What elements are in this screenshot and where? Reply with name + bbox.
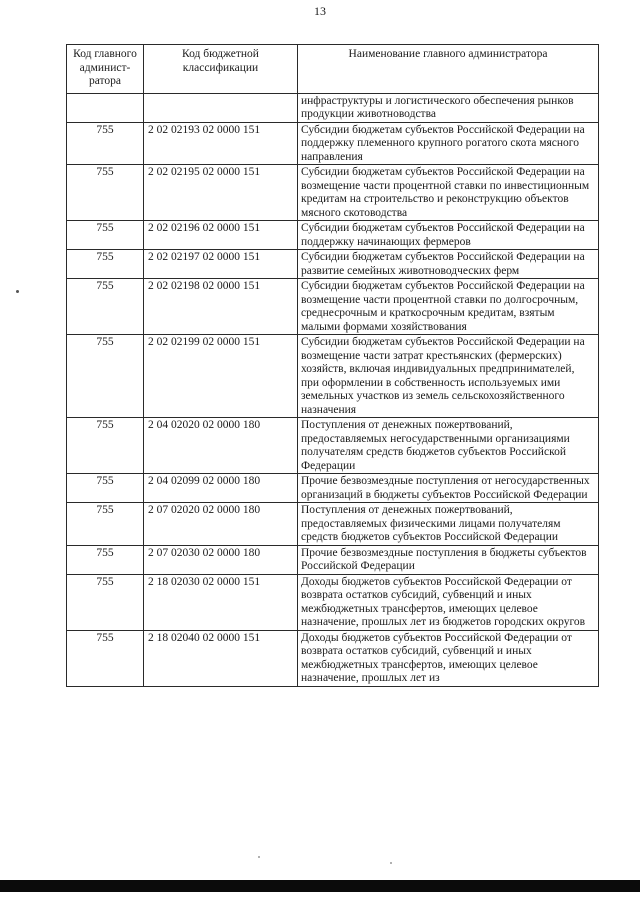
table-row	[67, 474, 599, 503]
admin-code-cell: 755	[67, 418, 144, 474]
header-admin-name: Наименование главного администратора	[298, 45, 599, 94]
admin-code-cell: 755	[67, 279, 144, 335]
admin-code-cell: 755	[67, 165, 144, 221]
admin-name-cell: Доходы бюджетов субъектов Российской Федерации от возврата остатков субсидий, субвенций и иных межбюджетных трансфертов, имеющих целевое назначение, прошлых лет из	[298, 630, 599, 686]
admin-name-cell: Прочие безвозмездные поступления в бюджеты субъектов Российской Федерации	[298, 545, 599, 574]
admin-name-cell: Прочие безвозмездные поступления от негосударственных организаций в бюджеты субъектов Российской Федерации	[298, 474, 599, 503]
budget-code-cell: 2 07 02030 02 0000 180	[144, 545, 298, 574]
admin-name-cell: Субсидии бюджетам субъектов Российской Федерации на возмещение части затрат крестьянских (фермерских) хозяйств, включая индивидуальных предпринимателей, при оформлении в собственность используемых ими земельных участков из земель сельскохозяйственного назначения	[298, 335, 599, 418]
table-row	[67, 574, 599, 630]
admin-code-cell: 755	[67, 335, 144, 418]
budget-code-cell: 2 02 02193 02 0000 151	[144, 122, 298, 165]
admin-code-cell: 755	[67, 221, 144, 250]
table-row	[67, 165, 599, 221]
table-row	[67, 279, 599, 335]
table-row	[67, 503, 599, 546]
admin-code-cell: 755	[67, 122, 144, 165]
admin-code-cell: 755	[67, 474, 144, 503]
page-number: 13	[314, 4, 326, 18]
admin-name-cell: Субсидии бюджетам субъектов Российской Федерации на возмещение части процентной ставки по долгосрочным, среднесрочным и краткосрочным кредитам, взятым малыми формами хозяйствования	[298, 279, 599, 335]
admin-name-cell: Субсидии бюджетам субъектов Российской Федерации на развитие семейных животноводческих ферм	[298, 250, 599, 279]
table-row	[67, 630, 599, 686]
budget-code-cell: 2 02 02199 02 0000 151	[144, 335, 298, 418]
table-header-row	[67, 45, 599, 94]
table-row	[67, 93, 599, 122]
admin-name-cell: Доходы бюджетов субъектов Российской Федерации от возврата остатков субсидий, субвенций и иных межбюджетных трансфертов, имеющих целевое назначение, прошлых лет из бюджетов городских округов	[298, 574, 599, 630]
budget-code-cell: 2 02 02196 02 0000 151	[144, 221, 298, 250]
admin-name-cell: Субсидии бюджетам субъектов Российской Федерации на поддержку начинающих фермеров	[298, 221, 599, 250]
table-row	[67, 221, 599, 250]
admin-name-cell: Поступления от денежных пожертвований, предоставляемых негосударственными организациями получателям средств бюджетов субъектов Российской Федерации	[298, 418, 599, 474]
scan-bottom-edge	[0, 880, 640, 892]
budget-code-cell: 2 02 02195 02 0000 151	[144, 165, 298, 221]
header-admin-code: Код главного админист-ратора	[67, 45, 144, 94]
budget-code-cell	[144, 93, 298, 122]
budget-code-cell: 2 18 02040 02 0000 151	[144, 630, 298, 686]
table-row	[67, 250, 599, 279]
scan-speck	[258, 856, 260, 858]
admin-code-cell	[67, 93, 144, 122]
budget-code-cell: 2 02 02198 02 0000 151	[144, 279, 298, 335]
scan-speck	[390, 862, 392, 864]
budget-code-cell: 2 04 02099 02 0000 180	[144, 474, 298, 503]
scan-mark	[16, 290, 19, 293]
admin-code-cell: 755	[67, 503, 144, 546]
admin-name-cell: инфраструктуры и логистического обеспечения рынков продукции животноводства	[298, 93, 599, 122]
admin-name-cell: Субсидии бюджетам субъектов Российской Федерации на возмещение части процентной ставки по инвестиционным кредитам на строительство и реконструкцию объектов мясного скотоводства	[298, 165, 599, 221]
admin-code-cell: 755	[67, 574, 144, 630]
budget-code-cell: 2 04 02020 02 0000 180	[144, 418, 298, 474]
admin-code-cell: 755	[67, 250, 144, 279]
budget-classification-table	[66, 44, 599, 687]
admin-code-cell: 755	[67, 545, 144, 574]
admin-code-cell: 755	[67, 630, 144, 686]
admin-name-cell: Субсидии бюджетам субъектов Российской Федерации на поддержку племенного крупного рогатого скота мясного направления	[298, 122, 599, 165]
budget-code-cell: 2 18 02030 02 0000 151	[144, 574, 298, 630]
table-row	[67, 122, 599, 165]
budget-code-cell: 2 07 02020 02 0000 180	[144, 503, 298, 546]
budget-code-cell: 2 02 02197 02 0000 151	[144, 250, 298, 279]
table-row	[67, 335, 599, 418]
admin-name-cell: Поступления от денежных пожертвований, предоставляемых физическими лицами получателям средств бюджетов субъектов Российской Федерации	[298, 503, 599, 546]
header-budget-code: Код бюджетной классификации	[144, 45, 298, 94]
table-row	[67, 418, 599, 474]
table-row	[67, 545, 599, 574]
